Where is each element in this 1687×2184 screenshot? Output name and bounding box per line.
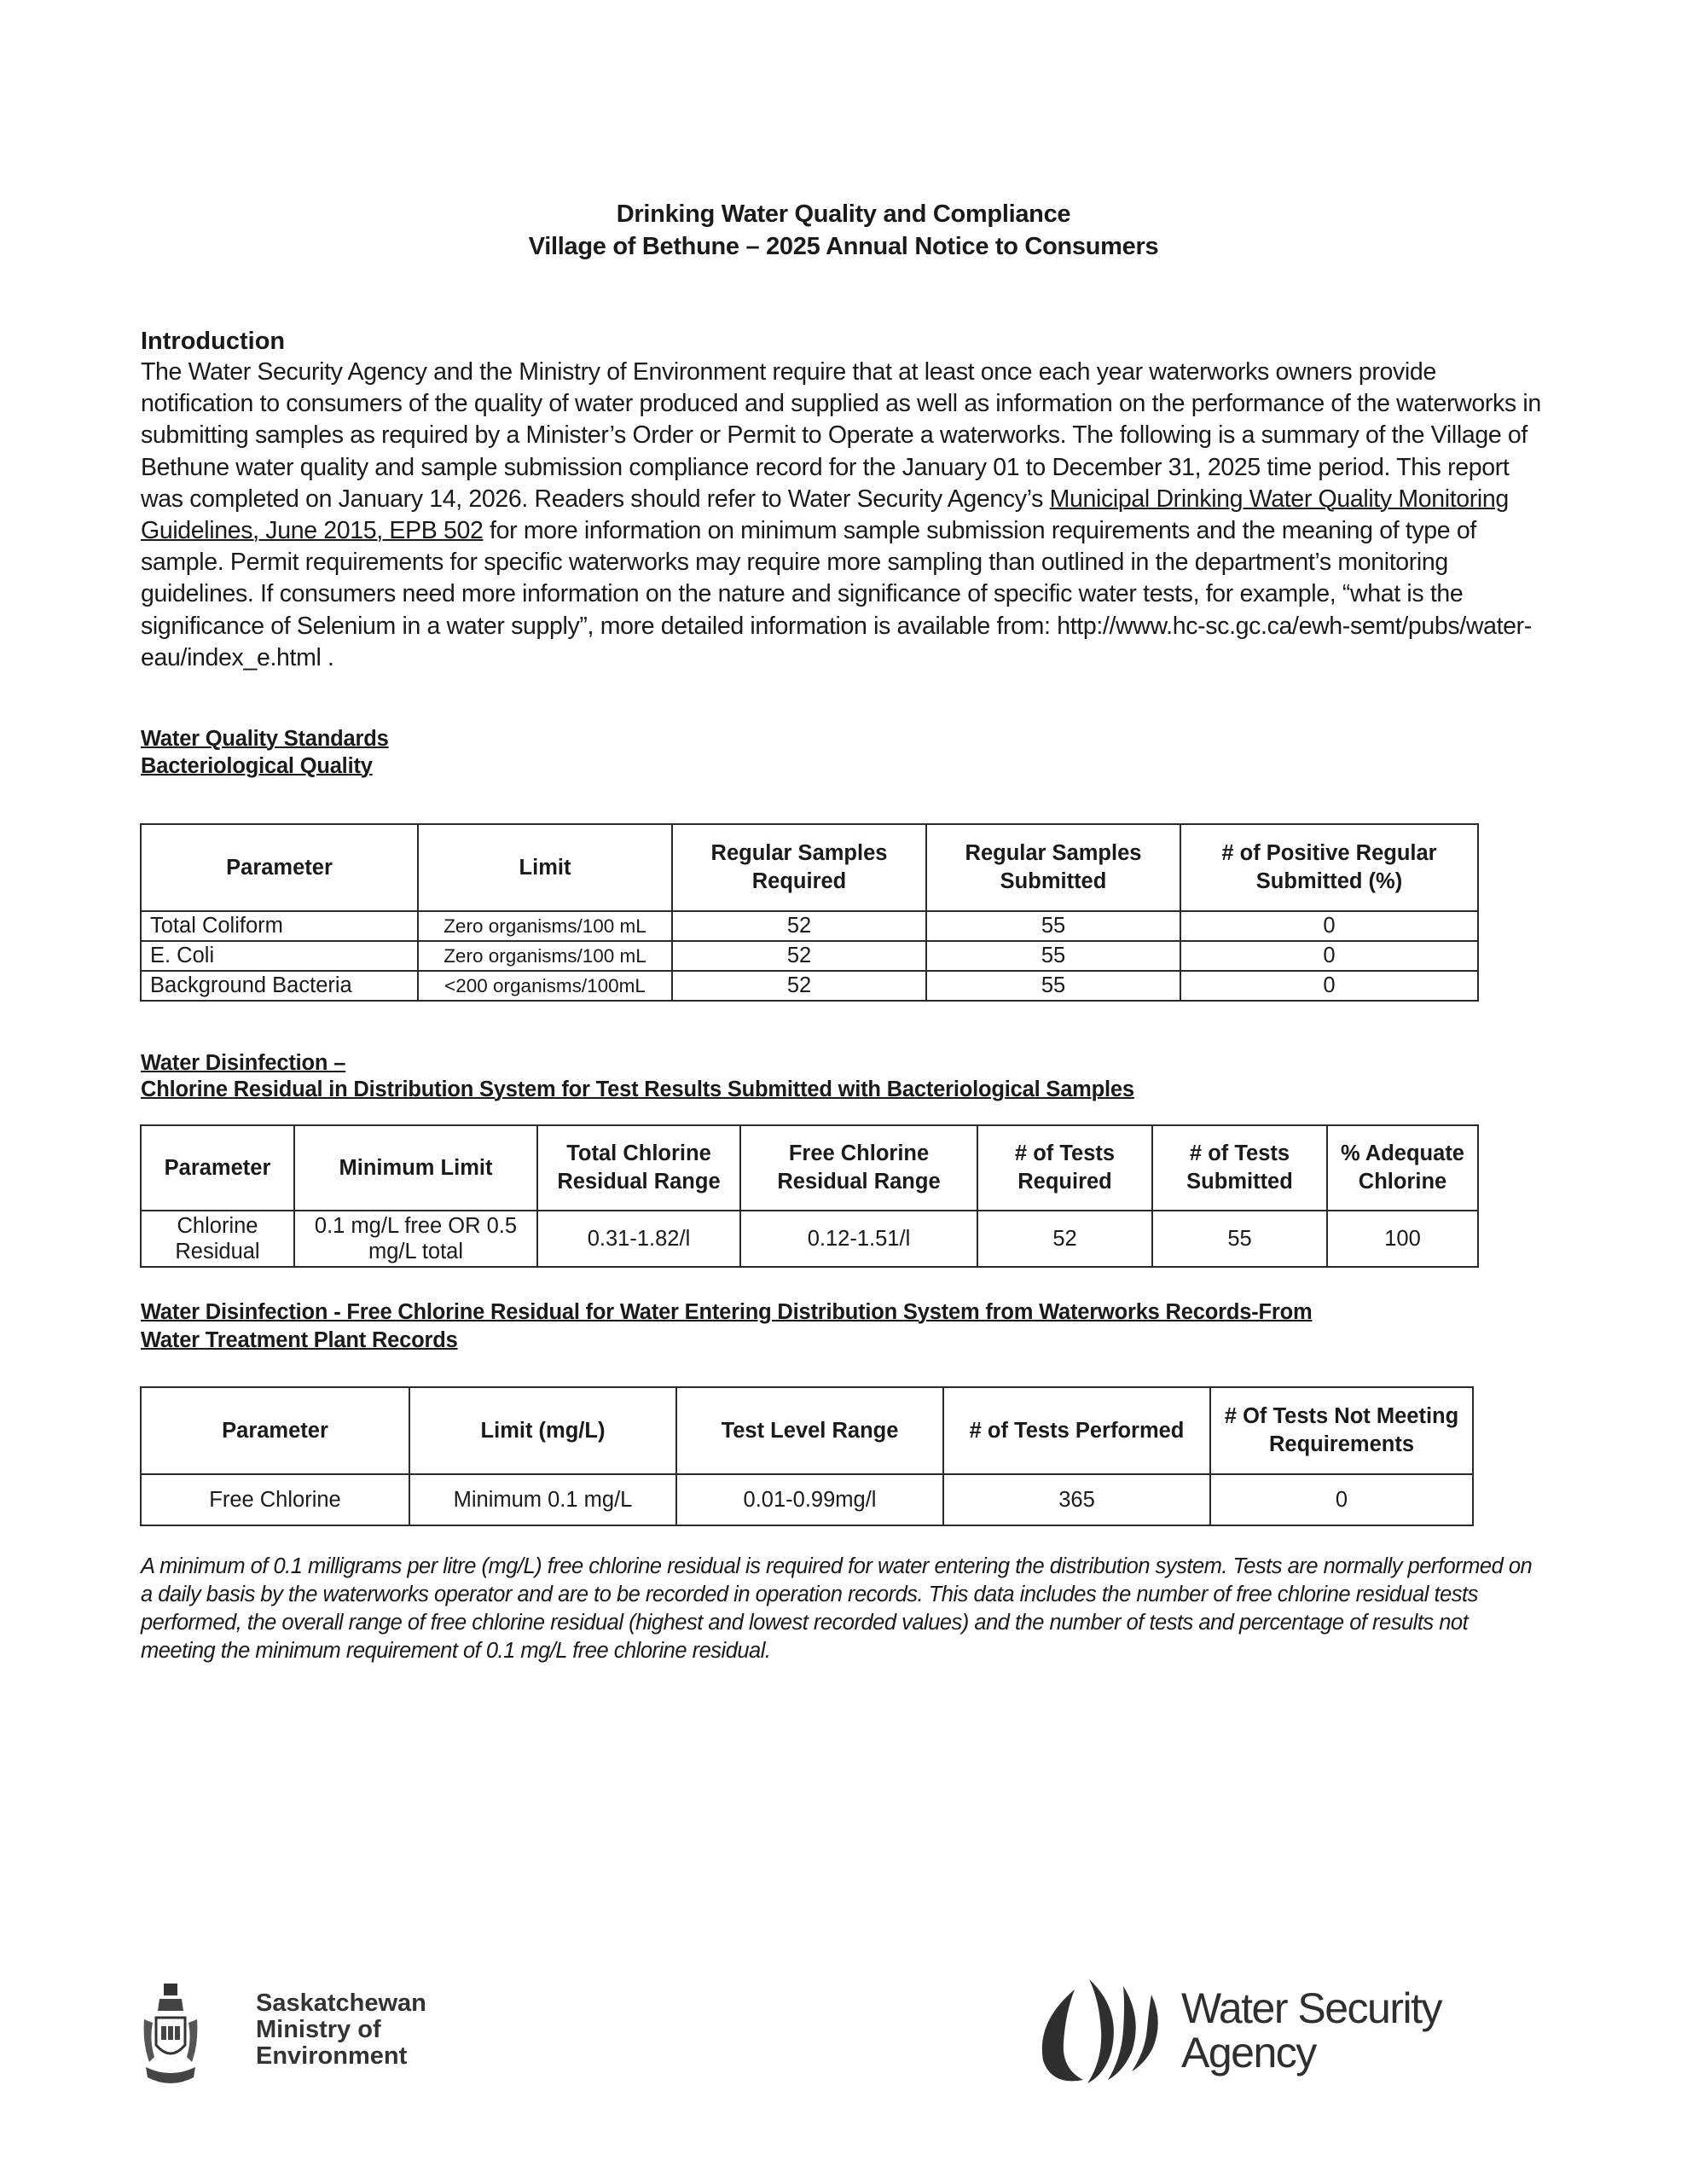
ministry-of-environment-logo <box>141 1984 482 2094</box>
coat-of-arms-icon <box>141 1984 200 2093</box>
cell-submitted: 55 <box>926 971 1180 1001</box>
cell-free-chlorine-range: 0.12-1.51/l <box>740 1211 977 1267</box>
disinfection-heading-1: Water Disinfection – <box>141 1051 346 1075</box>
column-header: Regular Samples Required <box>672 824 926 911</box>
free-chlorine-heading-2: Water Treatment Plant Records <box>141 1328 458 1352</box>
cell-limit: Zero organisms/100 mL <box>418 911 672 941</box>
cell-minimum-limit: 0.1 mg/L free OR 0.5 mg/L total <box>294 1211 537 1267</box>
cell-limit: Zero organisms/100 mL <box>418 941 672 971</box>
cell-submitted: 55 <box>926 911 1180 941</box>
cell-limit: Minimum 0.1 mg/L <box>409 1474 676 1525</box>
cell-required: 52 <box>672 911 926 941</box>
column-header: # of Positive Regular Submitted (%) <box>1180 824 1478 911</box>
column-header: Limit (mg/L) <box>409 1387 676 1474</box>
table-row <box>141 1474 1473 1525</box>
column-header: Test Level Range <box>676 1387 943 1474</box>
chlorine-distribution-table <box>140 1124 1479 1268</box>
column-header: # of Tests Required <box>977 1125 1152 1211</box>
cell-required: 52 <box>672 971 926 1001</box>
cell-tests-required: 52 <box>977 1211 1152 1267</box>
table-row <box>141 1211 1478 1267</box>
column-header: % Adequate Chlorine <box>1327 1125 1478 1211</box>
cell-positive: 0 <box>1180 971 1478 1001</box>
introduction-section <box>141 326 1548 674</box>
cell-required: 52 <box>672 941 926 971</box>
guidelines-link[interactable]: Municipal Drinking Water Quality Monitoring Guidelines, June 2015, EPB 502 <box>141 485 1509 545</box>
moe-logo-line-1: Saskatchewan <box>256 1989 426 2017</box>
cell-positive: 0 <box>1180 911 1478 941</box>
moe-logo-line-2: Ministry of <box>256 2016 381 2043</box>
column-header: Limit <box>418 824 672 911</box>
column-header: Minimum Limit <box>294 1125 537 1211</box>
column-header: Parameter <box>141 1387 409 1474</box>
free-chlorine-table <box>140 1386 1474 1526</box>
table-header-row <box>141 824 1478 911</box>
cell-parameter: Background Bacteria <box>141 971 418 1001</box>
column-header: Total Chlorine Residual Range <box>537 1125 740 1211</box>
table-header-row <box>141 1387 1473 1474</box>
intro-text-1: The Water Security Agency and the Ministry of Environment require that at least once each year waterworks owners provide notification to consumers of the quality of water produced and supplied as well as information on the performance of the waterworks in submitting samples as required by a Minister’s Order or Permit to Operate a waterworks. The following is a summary of the Village of Bethune water quality and sample submission compliance record for the January 01 to December 31, 2025 time period. This report was completed on January 14, 2026. Readers should refer to Water Security Agency’s <box>141 358 1541 513</box>
cell-parameter: Free Chlorine <box>141 1474 409 1525</box>
cell-test-range: 0.01-0.99mg/l <box>676 1474 943 1525</box>
title-line-1: Drinking Water Quality and Compliance <box>616 200 1071 228</box>
cell-parameter: Total Coliform <box>141 911 418 941</box>
column-header: # of Tests Submitted <box>1152 1125 1327 1211</box>
column-header: # of Tests Performed <box>943 1387 1210 1474</box>
title-line-2: Village of Bethune – 2025 Annual Notice to Consumers <box>528 233 1159 260</box>
cell-positive: 0 <box>1180 941 1478 971</box>
table-row <box>141 971 1478 1001</box>
column-header: Parameter <box>141 1125 294 1211</box>
bacteriological-quality-table <box>140 823 1479 1002</box>
cell-tests-not-meeting: 0 <box>1210 1474 1473 1525</box>
water-drop-icon <box>1028 1979 1173 2086</box>
document-title <box>0 198 1687 263</box>
wsa-logo-line-1: Water Security <box>1181 1984 1442 2032</box>
column-header: Free Chlorine Residual Range <box>740 1125 977 1211</box>
table-row <box>141 911 1478 941</box>
column-header: Parameter <box>141 824 418 911</box>
moe-logo-line-3: Environment <box>256 2042 408 2070</box>
table-header-row <box>141 1125 1478 1211</box>
cell-parameter: Chlorine Residual <box>141 1211 294 1267</box>
cell-tests-performed: 365 <box>943 1474 1210 1525</box>
cell-total-chlorine-range: 0.31-1.82/l <box>537 1211 740 1267</box>
bacteriological-heading: Bacteriological Quality <box>141 754 373 778</box>
column-header: # Of Tests Not Meeting Requirements <box>1210 1387 1473 1474</box>
cell-submitted: 55 <box>926 941 1180 971</box>
intro-text-2: for more information on minimum sample submission requirements and the meaning of type of sample. Permit requirements for specific waterworks may require more sampling than outlined in the department’s monitoring guidelines. If consumers need more information on the nature and significance of specific water tests, for example, “what is the significance of Selenium in a water supply”, more detailed information is available from: http://www.hc-sc.gc.ca/ewh-semt/pubs/water-eau/index_e.html . <box>141 517 1532 671</box>
introduction-heading: Introduction <box>141 328 286 355</box>
water-security-agency-logo <box>1028 1979 1505 2090</box>
standards-heading: Water Quality Standards <box>141 727 389 751</box>
distribution-chlorine-heading: Chlorine Residual in Distribution System for Test Results Submitted with Bacteriological Samples <box>141 1077 1134 1101</box>
introduction-paragraph <box>141 357 1548 674</box>
table-row <box>141 941 1478 971</box>
wsa-logo-line-2: Agency <box>1181 2029 1316 2077</box>
column-header: Regular Samples Submitted <box>926 824 1180 911</box>
cell-adequate-chlorine: 100 <box>1327 1211 1478 1267</box>
cell-limit: <200 organisms/100mL <box>418 971 672 1001</box>
free-chlorine-note: A minimum of 0.1 milligrams per litre (mg/L) free chlorine residual is required for water entering the distribution system. Tests are normally performed on a daily basis by the waterworks operator and are to be recorded in operation records. This data includes the number of free chlorine residual tests performed, the overall range of free chlorine residual (highest and lowest recorded values) and the number of tests and percentage of results not meeting the minimum requirement of 0.1 mg/L free chlorine residual. <box>141 1554 1533 1663</box>
free-chlorine-heading-1: Water Disinfection - Free Chlorine Residual for Water Entering Distribution System from Waterworks Records-From <box>141 1300 1313 1324</box>
cell-parameter: E. Coli <box>141 941 418 971</box>
cell-tests-submitted: 55 <box>1152 1211 1327 1267</box>
